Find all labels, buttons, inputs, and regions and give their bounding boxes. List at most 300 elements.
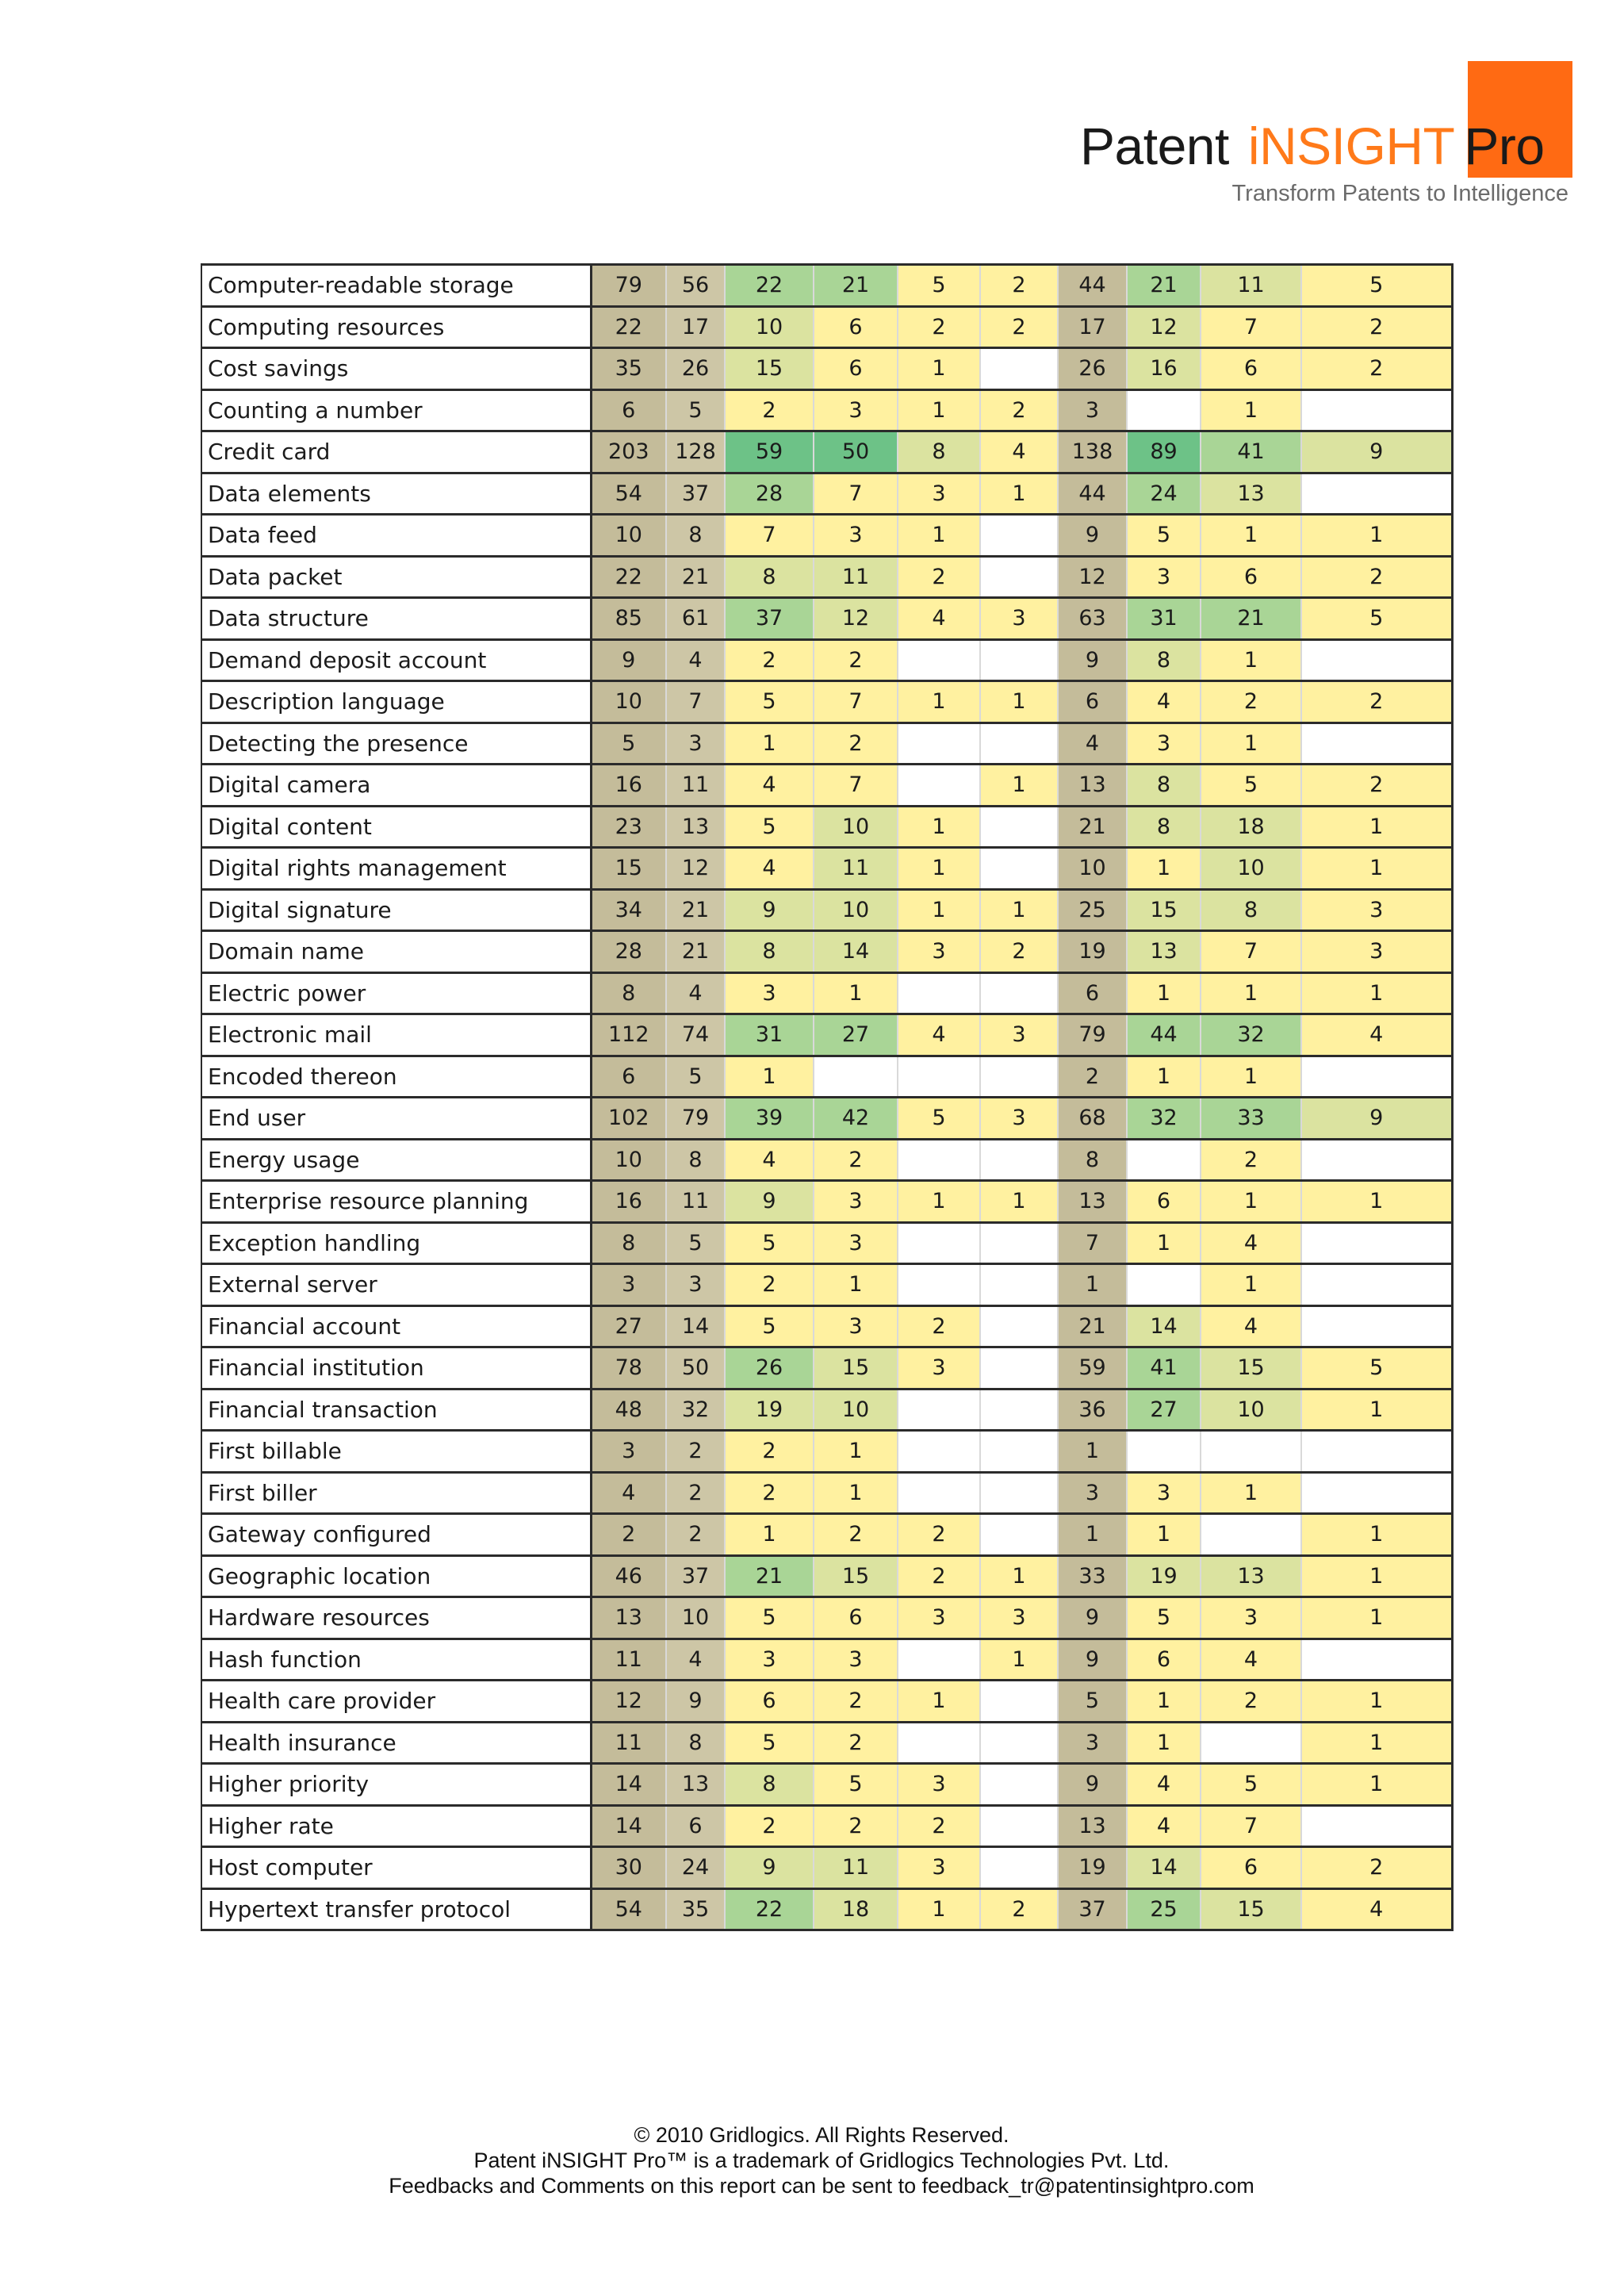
table-row <box>201 389 1452 431</box>
value-cell <box>980 806 1058 848</box>
value-cell: 4 <box>1301 1888 1452 1930</box>
value-cell <box>980 639 1058 681</box>
value-cell: 5 <box>1301 598 1452 640</box>
value-cell: 4 <box>1127 1805 1201 1847</box>
row-label: Counting a number <box>201 389 591 431</box>
value-cell: 6 <box>814 306 898 348</box>
value-cell: 8 <box>1127 806 1201 848</box>
value-cell: 1 <box>1201 389 1301 431</box>
table-row <box>201 1181 1452 1223</box>
row-label: Geographic location <box>201 1555 591 1597</box>
value-cell <box>898 1722 980 1764</box>
row-label: Higher priority <box>201 1764 591 1806</box>
value-cell: 5 <box>725 1305 814 1347</box>
value-cell: 5 <box>725 681 814 723</box>
value-cell: 3 <box>666 1264 725 1306</box>
value-cell: 1 <box>980 1639 1058 1681</box>
value-cell: 2 <box>725 389 814 431</box>
footer-copyright: © 2010 Gridlogics. All Rights Reserved. <box>634 2123 1009 2147</box>
value-cell <box>980 556 1058 598</box>
value-cell: 2 <box>1301 681 1452 723</box>
row-label: Higher rate <box>201 1805 591 1847</box>
value-cell: 8 <box>1058 1139 1127 1181</box>
value-cell: 6 <box>591 1056 666 1098</box>
value-cell: 36 <box>1058 1389 1127 1431</box>
value-cell: 3 <box>725 1639 814 1681</box>
value-cell: 4 <box>725 848 814 890</box>
value-cell: 4 <box>591 1472 666 1514</box>
value-cell: 8 <box>666 1722 725 1764</box>
row-label: Demand deposit account <box>201 639 591 681</box>
value-cell <box>980 1347 1058 1389</box>
value-cell: 6 <box>1058 972 1127 1014</box>
table-row <box>201 1722 1452 1764</box>
row-label: Energy usage <box>201 1139 591 1181</box>
value-cell: 17 <box>1058 306 1127 348</box>
value-cell <box>1201 1722 1301 1764</box>
value-cell: 14 <box>591 1764 666 1806</box>
value-cell: 1 <box>814 1472 898 1514</box>
table-row <box>201 1597 1452 1639</box>
value-cell: 2 <box>898 1805 980 1847</box>
value-cell: 1 <box>1127 972 1201 1014</box>
value-cell: 4 <box>1127 681 1201 723</box>
value-cell: 50 <box>666 1347 725 1389</box>
value-cell: 1 <box>898 1681 980 1723</box>
table-row <box>201 1639 1452 1681</box>
value-cell <box>1301 1222 1452 1264</box>
value-cell: 7 <box>814 473 898 515</box>
row-label: Digital rights management <box>201 848 591 890</box>
value-cell: 4 <box>898 1014 980 1056</box>
value-cell: 33 <box>1058 1555 1127 1597</box>
value-cell: 3 <box>1058 389 1127 431</box>
value-cell: 19 <box>1058 931 1127 973</box>
value-cell: 1 <box>1301 1181 1452 1223</box>
value-cell: 1 <box>980 681 1058 723</box>
value-cell: 1 <box>814 972 898 1014</box>
value-cell: 56 <box>666 265 725 307</box>
value-cell: 1 <box>1127 848 1201 890</box>
value-cell: 44 <box>1058 265 1127 307</box>
value-cell: 6 <box>814 348 898 390</box>
row-label: Domain name <box>201 931 591 973</box>
value-cell: 1 <box>1301 1764 1452 1806</box>
value-cell: 1 <box>898 889 980 931</box>
table-row <box>201 306 1452 348</box>
value-cell: 11 <box>814 848 898 890</box>
value-cell: 8 <box>666 515 725 557</box>
value-cell <box>814 1056 898 1098</box>
value-cell: 22 <box>591 306 666 348</box>
value-cell: 26 <box>1058 348 1127 390</box>
value-cell: 79 <box>666 1098 725 1140</box>
value-cell: 12 <box>591 1681 666 1723</box>
value-cell: 2 <box>725 639 814 681</box>
value-cell: 11 <box>591 1722 666 1764</box>
value-cell: 10 <box>725 306 814 348</box>
value-cell: 2 <box>898 556 980 598</box>
value-cell: 102 <box>591 1098 666 1140</box>
value-cell: 1 <box>898 389 980 431</box>
value-cell: 12 <box>1058 556 1127 598</box>
table-row <box>201 1139 1452 1181</box>
table-row <box>201 1056 1452 1098</box>
value-cell: 3 <box>814 515 898 557</box>
value-cell: 2 <box>1301 556 1452 598</box>
value-cell: 3 <box>898 1347 980 1389</box>
value-cell: 18 <box>814 1888 898 1930</box>
value-cell: 7 <box>666 681 725 723</box>
value-cell <box>980 848 1058 890</box>
value-cell: 5 <box>666 389 725 431</box>
value-cell: 7 <box>1201 931 1301 973</box>
value-cell <box>980 1139 1058 1181</box>
value-cell: 5 <box>666 1222 725 1264</box>
value-cell: 12 <box>814 598 898 640</box>
value-cell: 27 <box>1127 1389 1201 1431</box>
value-cell: 2 <box>814 1139 898 1181</box>
value-cell: 9 <box>1058 1639 1127 1681</box>
value-cell: 5 <box>725 1722 814 1764</box>
value-cell <box>980 1722 1058 1764</box>
value-cell: 2 <box>898 1305 980 1347</box>
value-cell: 24 <box>1127 473 1201 515</box>
value-cell: 4 <box>980 431 1058 473</box>
value-cell: 37 <box>725 598 814 640</box>
table-body <box>201 265 1452 1930</box>
value-cell: 13 <box>1127 931 1201 973</box>
value-cell: 34 <box>591 889 666 931</box>
value-cell: 3 <box>898 473 980 515</box>
value-cell: 37 <box>1058 1888 1127 1930</box>
value-cell: 7 <box>1201 1805 1301 1847</box>
value-cell: 6 <box>591 389 666 431</box>
row-label: Electronic mail <box>201 1014 591 1056</box>
value-cell: 28 <box>591 931 666 973</box>
value-cell: 1 <box>1301 972 1452 1014</box>
value-cell <box>1301 1305 1452 1347</box>
value-cell: 14 <box>1127 1305 1201 1347</box>
value-cell: 8 <box>725 556 814 598</box>
value-cell: 11 <box>666 1181 725 1223</box>
value-cell: 8 <box>591 1222 666 1264</box>
value-cell: 13 <box>1201 473 1301 515</box>
value-cell: 15 <box>1201 1347 1301 1389</box>
value-cell: 4 <box>666 639 725 681</box>
value-cell: 1 <box>1127 1514 1201 1556</box>
value-cell: 1 <box>1201 972 1301 1014</box>
value-cell: 7 <box>814 681 898 723</box>
value-cell <box>898 723 980 765</box>
value-cell <box>1201 1514 1301 1556</box>
value-cell: 11 <box>591 1639 666 1681</box>
value-cell: 2 <box>814 723 898 765</box>
value-cell <box>980 972 1058 1014</box>
value-cell: 9 <box>1058 639 1127 681</box>
row-label: Data packet <box>201 556 591 598</box>
value-cell: 3 <box>980 1597 1058 1639</box>
value-cell <box>980 723 1058 765</box>
row-label: Computing resources <box>201 306 591 348</box>
table-row <box>201 1014 1452 1056</box>
value-cell: 2 <box>666 1431 725 1473</box>
value-cell <box>898 1222 980 1264</box>
value-cell: 79 <box>591 265 666 307</box>
value-cell: 8 <box>666 1139 725 1181</box>
value-cell: 1 <box>814 1264 898 1306</box>
value-cell: 48 <box>591 1389 666 1431</box>
table-row <box>201 598 1452 640</box>
table-row <box>201 889 1452 931</box>
value-cell: 39 <box>725 1098 814 1140</box>
row-label: Cost savings <box>201 348 591 390</box>
value-cell: 203 <box>591 431 666 473</box>
row-label: Financial transaction <box>201 1389 591 1431</box>
value-cell: 25 <box>1058 889 1127 931</box>
value-cell: 33 <box>1201 1098 1301 1140</box>
value-cell: 44 <box>1127 1014 1201 1056</box>
row-label: Financial account <box>201 1305 591 1347</box>
value-cell <box>1127 389 1201 431</box>
value-cell: 5 <box>1058 1681 1127 1723</box>
value-cell: 10 <box>591 681 666 723</box>
value-cell: 5 <box>1201 1764 1301 1806</box>
value-cell: 3 <box>591 1264 666 1306</box>
value-cell: 21 <box>1201 598 1301 640</box>
value-cell: 23 <box>591 806 666 848</box>
value-cell <box>980 1764 1058 1806</box>
value-cell: 1 <box>1301 1389 1452 1431</box>
value-cell <box>980 1222 1058 1264</box>
table-row <box>201 1472 1452 1514</box>
value-cell: 9 <box>725 1847 814 1889</box>
row-label: Financial institution <box>201 1347 591 1389</box>
value-cell: 22 <box>725 1888 814 1930</box>
value-cell: 10 <box>814 1389 898 1431</box>
value-cell: 21 <box>1058 806 1127 848</box>
value-cell <box>980 1847 1058 1889</box>
value-cell: 9 <box>1058 515 1127 557</box>
table-row <box>201 1098 1452 1140</box>
value-cell: 78 <box>591 1347 666 1389</box>
table-row <box>201 1847 1452 1889</box>
table-row <box>201 556 1452 598</box>
row-label: Data structure <box>201 598 591 640</box>
value-cell: 2 <box>725 1472 814 1514</box>
value-cell: 27 <box>591 1305 666 1347</box>
value-cell: 32 <box>666 1389 725 1431</box>
value-cell <box>980 1681 1058 1723</box>
value-cell <box>980 1514 1058 1556</box>
value-cell <box>898 1139 980 1181</box>
value-cell: 3 <box>1127 723 1201 765</box>
value-cell: 6 <box>1127 1181 1201 1223</box>
value-cell: 12 <box>666 848 725 890</box>
value-cell: 1 <box>898 681 980 723</box>
table-row <box>201 931 1452 973</box>
value-cell: 63 <box>1058 598 1127 640</box>
value-cell: 3 <box>725 972 814 1014</box>
table-row <box>201 1389 1452 1431</box>
value-cell <box>1127 1431 1201 1473</box>
logo <box>1080 59 1572 209</box>
value-cell: 7 <box>1201 306 1301 348</box>
value-cell: 6 <box>666 1805 725 1847</box>
value-cell: 3 <box>980 1014 1058 1056</box>
value-cell: 68 <box>1058 1098 1127 1140</box>
value-cell: 21 <box>666 556 725 598</box>
value-cell: 5 <box>1301 1347 1452 1389</box>
value-cell: 11 <box>666 765 725 807</box>
row-label: End user <box>201 1098 591 1140</box>
value-cell: 1 <box>1201 1181 1301 1223</box>
value-cell: 13 <box>1058 1805 1127 1847</box>
value-cell: 4 <box>1201 1639 1301 1681</box>
value-cell <box>1301 473 1452 515</box>
value-cell: 1 <box>1301 515 1452 557</box>
value-cell: 14 <box>814 931 898 973</box>
value-cell: 28 <box>725 473 814 515</box>
value-cell: 1 <box>980 1181 1058 1223</box>
value-cell: 1 <box>980 1555 1058 1597</box>
value-cell: 2 <box>725 1805 814 1847</box>
value-cell <box>1301 1139 1452 1181</box>
row-label: Digital content <box>201 806 591 848</box>
value-cell: 10 <box>1058 848 1127 890</box>
row-label: Data feed <box>201 515 591 557</box>
value-cell: 8 <box>1127 639 1201 681</box>
value-cell: 25 <box>1127 1888 1201 1930</box>
value-cell: 8 <box>725 931 814 973</box>
value-cell: 1 <box>1301 1555 1452 1597</box>
value-cell: 3 <box>591 1431 666 1473</box>
value-cell: 37 <box>666 473 725 515</box>
value-cell: 1 <box>1127 1722 1201 1764</box>
value-cell <box>1301 1639 1452 1681</box>
value-cell: 1 <box>898 848 980 890</box>
row-label: Computer-readable storage <box>201 265 591 307</box>
value-cell: 15 <box>591 848 666 890</box>
row-label: First billable <box>201 1431 591 1473</box>
value-cell: 3 <box>814 1181 898 1223</box>
value-cell: 6 <box>1201 1847 1301 1889</box>
value-cell: 7 <box>1058 1222 1127 1264</box>
value-cell: 2 <box>1301 348 1452 390</box>
value-cell <box>980 1805 1058 1847</box>
value-cell <box>898 639 980 681</box>
value-cell: 4 <box>725 765 814 807</box>
value-cell: 13 <box>1058 765 1127 807</box>
value-cell: 3 <box>1127 556 1201 598</box>
value-cell: 3 <box>898 1847 980 1889</box>
value-cell: 21 <box>666 931 725 973</box>
value-cell: 89 <box>1127 431 1201 473</box>
value-cell <box>1301 1472 1452 1514</box>
page-footer <box>0 2122 1624 2198</box>
value-cell: 8 <box>1201 889 1301 931</box>
value-cell: 46 <box>591 1555 666 1597</box>
value-cell: 15 <box>1127 889 1201 931</box>
value-cell: 21 <box>666 889 725 931</box>
value-cell: 1 <box>1201 1472 1301 1514</box>
logo-tagline: Transform Patents to Intelligence <box>1231 181 1568 206</box>
value-cell: 5 <box>898 265 980 307</box>
value-cell: 15 <box>814 1347 898 1389</box>
value-cell: 22 <box>725 265 814 307</box>
value-cell: 2 <box>980 1888 1058 1930</box>
value-cell: 11 <box>1201 265 1301 307</box>
value-cell: 1 <box>1127 1681 1201 1723</box>
row-label: Health insurance <box>201 1722 591 1764</box>
value-cell: 2 <box>898 306 980 348</box>
value-cell: 7 <box>725 515 814 557</box>
value-cell: 10 <box>666 1597 725 1639</box>
value-cell: 5 <box>666 1056 725 1098</box>
logo-word-insight: iNSIGHT <box>1247 117 1455 175</box>
value-cell: 54 <box>591 473 666 515</box>
value-cell: 1 <box>725 1514 814 1556</box>
value-cell: 2 <box>898 1555 980 1597</box>
value-cell: 9 <box>1301 1098 1452 1140</box>
value-cell: 1 <box>898 806 980 848</box>
value-cell: 4 <box>1127 1764 1201 1806</box>
value-cell: 3 <box>814 1305 898 1347</box>
table-row <box>201 972 1452 1014</box>
value-cell: 21 <box>1127 265 1201 307</box>
value-cell: 1 <box>1201 515 1301 557</box>
value-cell: 1 <box>1301 848 1452 890</box>
value-cell: 8 <box>591 972 666 1014</box>
value-cell: 3 <box>1127 1472 1201 1514</box>
row-label: Data elements <box>201 473 591 515</box>
value-cell: 6 <box>814 1597 898 1639</box>
table-row <box>201 1805 1452 1847</box>
value-cell: 2 <box>980 389 1058 431</box>
table-row <box>201 1681 1452 1723</box>
value-cell: 16 <box>591 765 666 807</box>
value-cell: 5 <box>898 1098 980 1140</box>
value-cell <box>898 1264 980 1306</box>
value-cell: 9 <box>591 639 666 681</box>
value-cell: 32 <box>1201 1014 1301 1056</box>
value-cell: 16 <box>1127 348 1201 390</box>
value-cell: 1 <box>1301 1681 1452 1723</box>
value-cell: 10 <box>591 1139 666 1181</box>
table-row <box>201 639 1452 681</box>
table-row <box>201 1431 1452 1473</box>
value-cell: 3 <box>1201 1597 1301 1639</box>
row-label: Detecting the presence <box>201 723 591 765</box>
value-cell: 24 <box>666 1847 725 1889</box>
value-cell: 6 <box>1201 556 1301 598</box>
row-label: Hypertext transfer protocol <box>201 1888 591 1930</box>
value-cell <box>898 1431 980 1473</box>
value-cell: 1 <box>980 765 1058 807</box>
table-row <box>201 1888 1452 1930</box>
value-cell: 2 <box>666 1472 725 1514</box>
value-cell: 79 <box>1058 1014 1127 1056</box>
value-cell: 35 <box>666 1888 725 1930</box>
value-cell: 10 <box>814 889 898 931</box>
value-cell: 9 <box>666 1681 725 1723</box>
value-cell: 1 <box>1201 1056 1301 1098</box>
value-cell: 4 <box>1201 1222 1301 1264</box>
value-cell: 5 <box>591 723 666 765</box>
value-cell: 21 <box>1058 1305 1127 1347</box>
value-cell: 6 <box>1058 681 1127 723</box>
table-row <box>201 1555 1452 1597</box>
